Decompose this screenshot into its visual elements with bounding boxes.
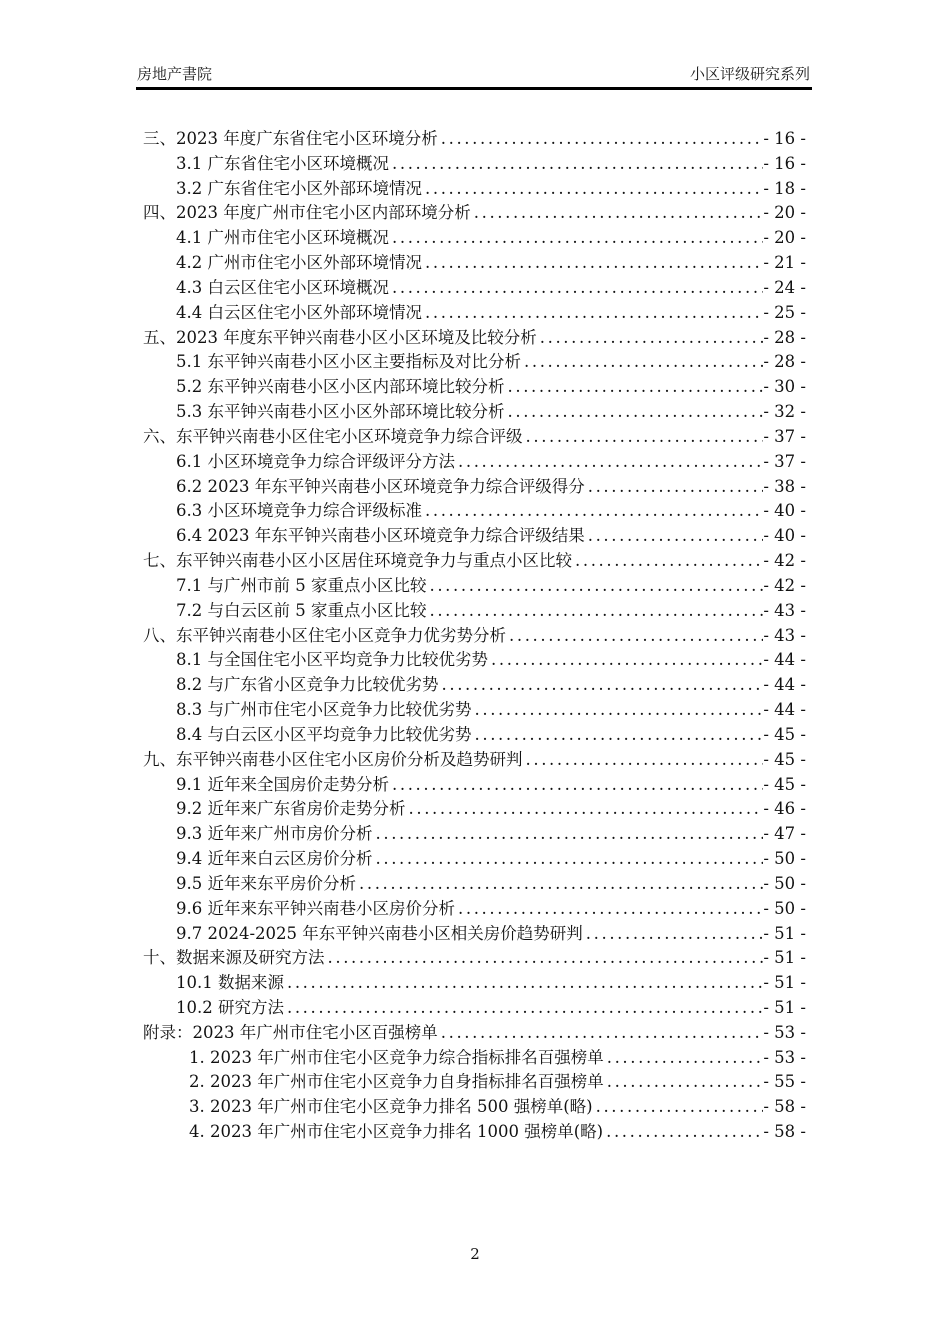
toc-entry-label: 附录：2023 年广州市住宅小区百强榜单	[143, 1022, 438, 1042]
toc-entry[interactable]	[143, 897, 806, 922]
toc-entry[interactable]	[143, 350, 806, 375]
toc-entry[interactable]	[143, 574, 806, 599]
toc-entry[interactable]	[143, 996, 806, 1021]
toc-entry-page: - 51 -	[763, 948, 806, 968]
toc-leader-dots	[585, 475, 764, 500]
toc-leader-dots	[439, 673, 764, 698]
toc-entry-page: - 16 -	[763, 153, 806, 173]
toc-entry[interactable]	[143, 400, 806, 425]
toc-leader-dots	[406, 797, 764, 822]
toc-entry-label: 5.1 东平钟兴南巷小区小区主要指标及对比分析	[176, 352, 521, 372]
page-footer	[0, 1243, 950, 1265]
toc-entry[interactable]	[143, 698, 806, 723]
toc-entry-label: 五、2023 年度东平钟兴南巷小区小区环境及比较分析	[143, 327, 537, 347]
header-right-title: 小区评级研究系列	[689, 65, 810, 83]
toc-entry-page: - 37 -	[763, 451, 806, 471]
toc-leader-dots	[523, 425, 764, 450]
toc-entry[interactable]	[143, 748, 806, 773]
toc-leader-dots	[505, 400, 764, 425]
toc-entry-page: - 53 -	[763, 1047, 806, 1067]
toc-entry-label: 8.1 与全国住宅小区平均竞争力比较优劣势	[176, 650, 488, 670]
toc-leader-dots	[585, 524, 764, 549]
toc-entry[interactable]	[143, 1021, 806, 1046]
toc-entry[interactable]	[143, 673, 806, 698]
toc-entry-page: - 45 -	[763, 749, 806, 769]
toc-entry[interactable]	[143, 301, 806, 326]
toc-entry-page: - 44 -	[763, 700, 806, 720]
toc-entry[interactable]	[143, 127, 806, 152]
toc-leader-dots	[505, 375, 764, 400]
toc-leader-dots	[521, 350, 763, 375]
toc-entry[interactable]	[143, 475, 806, 500]
toc-entry-page: - 51 -	[763, 923, 806, 943]
toc-entry[interactable]	[143, 922, 806, 947]
toc-entry[interactable]	[143, 152, 806, 177]
toc-entry-label: 2. 2023 年广州市住宅小区竞争力自身指标排名百强榜单	[189, 1072, 604, 1092]
toc-entry-page: - 40 -	[763, 526, 806, 546]
toc-entry-page: - 47 -	[763, 824, 806, 844]
toc-entry[interactable]	[143, 1095, 806, 1120]
toc-entry-label: 9.1 近年来全国房价走势分析	[176, 774, 389, 794]
toc-leader-dots	[389, 152, 763, 177]
toc-entry-page: - 20 -	[763, 203, 806, 223]
toc-entry[interactable]	[143, 326, 806, 351]
toc-entry[interactable]	[143, 1046, 806, 1071]
toc-entry-label: 8.2 与广东省小区竞争力比较优劣势	[176, 675, 439, 695]
toc-entry[interactable]	[143, 1070, 806, 1095]
toc-entry-page: - 32 -	[763, 402, 806, 422]
toc-entry-label: 9.3 近年来广州市房价分析	[176, 824, 373, 844]
toc-leader-dots	[523, 748, 764, 773]
toc-entry[interactable]	[143, 499, 806, 524]
toc-leader-dots	[426, 574, 763, 599]
toc-entry-label: 4. 2023 年广州市住宅小区竞争力排名 1000 强榜单(略)	[189, 1122, 604, 1142]
toc-leader-dots	[389, 276, 763, 301]
toc-entry[interactable]	[143, 624, 806, 649]
toc-entry-page: - 45 -	[763, 724, 806, 744]
toc-entry-page: - 38 -	[763, 476, 806, 496]
toc-entry[interactable]	[143, 375, 806, 400]
toc-entry-page: - 46 -	[763, 799, 806, 819]
toc-entry[interactable]	[143, 549, 806, 574]
toc-leader-dots	[488, 648, 763, 673]
toc-leader-dots	[356, 872, 763, 897]
toc-entry-page: - 24 -	[763, 277, 806, 297]
toc-entry-label: 8.4 与白云区小区平均竞争力比较优劣势	[176, 724, 472, 744]
toc-entry[interactable]	[143, 1120, 806, 1145]
toc-entry-label: 4.1 广州市住宅小区环境概况	[176, 228, 389, 248]
toc-entry-page: - 16 -	[763, 129, 806, 148]
toc-leader-dots	[284, 996, 763, 1021]
header-rule	[136, 87, 812, 90]
toc-leader-dots	[422, 301, 763, 326]
toc-entry-page: - 25 -	[763, 302, 806, 322]
toc-entry-page: - 44 -	[763, 675, 806, 695]
toc-leader-dots	[604, 1046, 764, 1071]
toc-leader-dots	[422, 499, 763, 524]
toc-leader-dots	[422, 177, 763, 202]
toc-entry-label: 6.1 小区环境竞争力综合评级评分方法	[176, 451, 455, 471]
toc-leader-dots	[389, 226, 763, 251]
toc-entry-page: - 37 -	[763, 426, 806, 446]
toc-entry-page: - 28 -	[763, 352, 806, 372]
toc-leader-dots	[472, 723, 764, 748]
toc-leader-dots	[604, 1070, 764, 1095]
toc-entry-page: - 50 -	[763, 873, 806, 893]
toc-entry-page: - 42 -	[763, 575, 806, 595]
toc-entry-label: 8.3 与广州市住宅小区竞争力比较优劣势	[176, 700, 472, 720]
toc-leader-dots	[583, 922, 764, 947]
toc-entry-page: - 18 -	[763, 178, 806, 198]
toc-entry[interactable]	[143, 276, 806, 301]
toc-leader-dots	[373, 822, 764, 847]
toc-list	[143, 127, 806, 1145]
toc-entry-label: 6.3 小区环境竞争力综合评级标准	[176, 501, 422, 521]
toc-entry[interactable]	[143, 822, 806, 847]
toc-entry-page: - 43 -	[763, 625, 806, 645]
toc-entry-label: 5.3 东平钟兴南巷小区小区外部环境比较分析	[176, 402, 505, 422]
toc-leader-dots	[472, 698, 764, 723]
toc-entry-page: - 42 -	[763, 551, 806, 571]
toc-entry-label: 9.5 近年来东平房价分析	[176, 873, 356, 893]
toc-entry-page: - 21 -	[763, 253, 806, 273]
toc-entry[interactable]	[143, 946, 806, 971]
toc-entry-label: 6.4 2023 年东平钟兴南巷小区环境竞争力综合评级结果	[176, 526, 585, 546]
toc-entry[interactable]	[143, 599, 806, 624]
toc-entry-page: - 40 -	[763, 501, 806, 521]
toc-entry-label: 八、东平钟兴南巷小区住宅小区竞争力优劣势分析	[143, 625, 506, 645]
toc-entry-page: - 58 -	[763, 1097, 806, 1117]
toc-entry-page: - 51 -	[763, 973, 806, 993]
toc-entry-label: 九、东平钟兴南巷小区住宅小区房价分析及趋势研判	[143, 749, 523, 769]
toc-leader-dots	[603, 1120, 763, 1145]
toc-leader-dots	[438, 1021, 764, 1046]
toc-entry-page: - 53 -	[763, 1022, 806, 1042]
toc-entry-label: 4.3 白云区住宅小区环境概况	[176, 277, 389, 297]
toc-entry-label: 3.1 广东省住宅小区环境概况	[176, 153, 389, 173]
toc-entry-label: 10.1 数据来源	[176, 973, 284, 993]
toc-entry[interactable]	[143, 773, 806, 798]
toc-entry[interactable]	[143, 971, 806, 996]
toc-entry[interactable]	[143, 201, 806, 226]
toc-entry[interactable]	[143, 847, 806, 872]
toc-entry-label: 4.4 白云区住宅小区外部环境情况	[176, 302, 422, 322]
toc-entry-label: 3. 2023 年广州市住宅小区竞争力排名 500 强榜单(略)	[189, 1097, 593, 1117]
toc-leader-dots	[389, 773, 763, 798]
toc-leader-dots	[506, 624, 763, 649]
toc-entry-label: 7.2 与白云区前 5 家重点小区比较	[176, 600, 427, 620]
toc-entry-label: 5.2 东平钟兴南巷小区小区内部环境比较分析	[176, 377, 505, 397]
toc-entry-page: - 50 -	[763, 849, 806, 869]
toc-entry-label: 1. 2023 年广州市住宅小区竞争力综合指标排名百强榜单	[189, 1047, 604, 1067]
page-number: 2	[470, 1245, 480, 1263]
toc-entry-page: - 55 -	[763, 1072, 806, 1092]
toc-entry-page: - 20 -	[763, 228, 806, 248]
toc-leader-dots	[455, 897, 763, 922]
toc-entry-page: - 30 -	[763, 377, 806, 397]
toc-entry-page: - 28 -	[763, 327, 806, 347]
header-left-title: 房地产書院	[137, 65, 213, 83]
toc-entry-label: 9.4 近年来白云区房价分析	[176, 849, 373, 869]
toc-leader-dots	[426, 599, 763, 624]
toc-entry[interactable]	[143, 425, 806, 450]
toc-leader-dots	[455, 450, 763, 475]
toc-entry-label: 9.6 近年来东平钟兴南巷小区房价分析	[176, 898, 455, 918]
toc-entry[interactable]	[143, 226, 806, 251]
toc-entry-label: 9.2 近年来广东省房价走势分析	[176, 799, 406, 819]
toc-entry-page: - 43 -	[763, 600, 806, 620]
toc-entry-label: 六、东平钟兴南巷小区住宅小区环境竞争力综合评级	[143, 426, 523, 446]
toc-entry[interactable]	[143, 524, 806, 549]
toc-entry-label: 7.1 与广州市前 5 家重点小区比较	[176, 575, 427, 595]
toc-entry-label: 4.2 广州市住宅小区外部环境情况	[176, 253, 422, 273]
toc-leader-dots	[325, 946, 764, 971]
toc-entry[interactable]	[143, 251, 806, 276]
toc-entry-label: 十、数据来源及研究方法	[143, 948, 325, 968]
toc-entry-page: - 50 -	[763, 898, 806, 918]
toc-leader-dots	[471, 201, 764, 226]
toc-entry-label: 七、东平钟兴南巷小区小区居住环境竞争力与重点小区比较	[143, 551, 572, 571]
toc-entry-page: - 58 -	[763, 1122, 806, 1142]
toc-entry-label: 9.7 2024-2025 年东平钟兴南巷小区相关房价趋势研判	[176, 923, 583, 943]
toc-leader-dots	[572, 549, 763, 574]
toc-entry-label: 6.2 2023 年东平钟兴南巷小区环境竞争力综合评级得分	[176, 476, 585, 496]
toc-entry-label: 10.2 研究方法	[176, 997, 284, 1017]
toc-entry[interactable]	[143, 450, 806, 475]
toc-entry-page: - 51 -	[763, 997, 806, 1017]
toc-entry[interactable]	[143, 723, 806, 748]
toc-leader-dots	[373, 847, 764, 872]
toc-entry[interactable]	[143, 872, 806, 897]
toc-leader-dots	[438, 127, 764, 152]
page-header	[137, 63, 810, 85]
toc-entry[interactable]	[143, 177, 806, 202]
toc-entry[interactable]	[143, 797, 806, 822]
toc-leader-dots	[593, 1095, 764, 1120]
toc-leader-dots	[422, 251, 763, 276]
toc-entry[interactable]	[143, 648, 806, 673]
toc-entry-page: - 44 -	[763, 650, 806, 670]
toc-entry-label: 四、2023 年度广州市住宅小区内部环境分析	[143, 203, 471, 223]
toc-entry-page: - 45 -	[763, 774, 806, 794]
toc-entry-label: 三、2023 年度广东省住宅小区环境分析	[143, 129, 438, 148]
toc-entry-label: 3.2 广东省住宅小区外部环境情况	[176, 178, 422, 198]
toc-leader-dots	[284, 971, 763, 996]
toc-leader-dots	[537, 326, 764, 351]
